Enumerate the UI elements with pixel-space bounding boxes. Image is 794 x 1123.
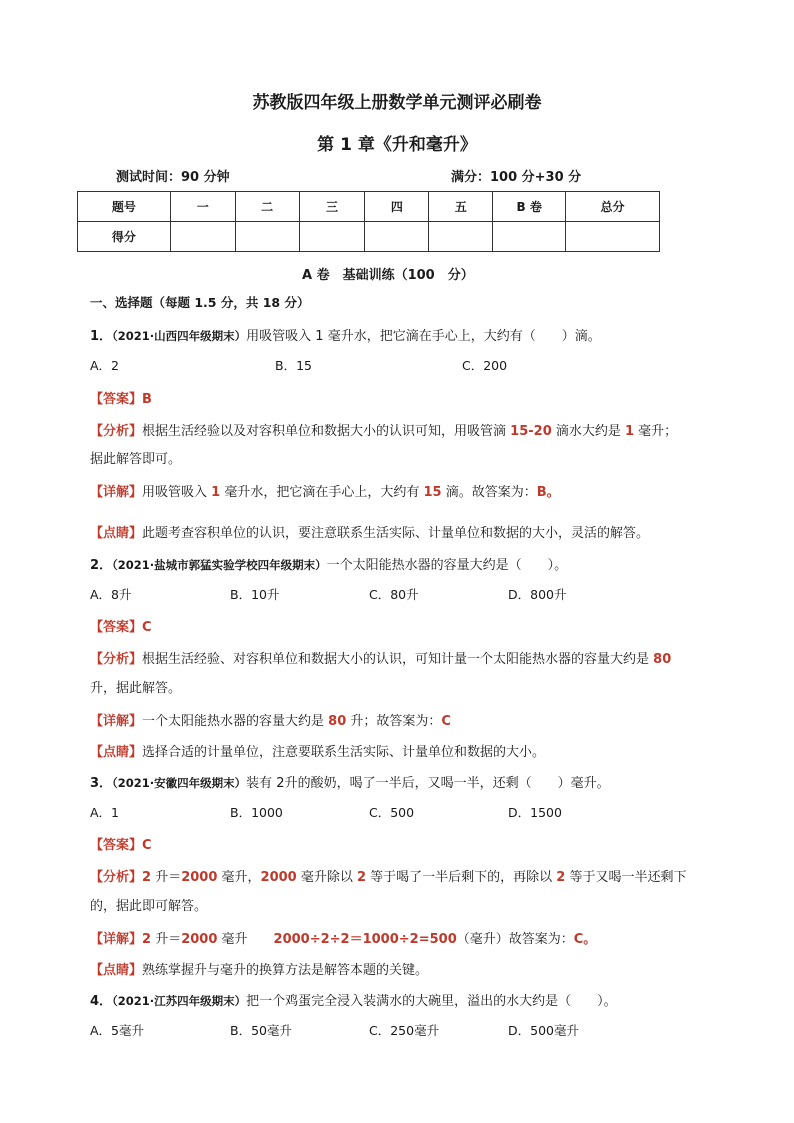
answer-value: C <box>142 620 152 635</box>
analysis-num: 1 <box>625 424 635 439</box>
question-1 <box>90 325 601 344</box>
table-header-cell: B 卷 <box>493 192 566 222</box>
table-row-label: 得分 <box>78 222 171 252</box>
analysis-line-2: 据此解答即可。 <box>90 452 182 467</box>
option-a: A．2 <box>90 358 120 373</box>
section-a-heading: A 卷 基础训练（100 分） <box>302 268 474 283</box>
analysis-line <box>90 866 686 885</box>
detail-num: 2 <box>142 932 152 947</box>
question-stem: 一个太阳能热水器的容量大约是（ ）。 <box>326 558 568 573</box>
option-c: C．80升 <box>369 587 419 602</box>
detail-formula: 2000÷2÷2＝1000÷2=500 <box>273 932 457 947</box>
answer-tag: 【答案】 <box>90 838 143 853</box>
analysis-text: 毫升， <box>217 870 261 885</box>
table-header-cell: 题号 <box>78 192 171 222</box>
answer-line <box>90 616 152 635</box>
analysis-num: 2 <box>356 870 367 885</box>
option-c: C．500 <box>369 805 415 820</box>
section-1-heading: 一、选择题（每题 1.5 分，共 18 分） <box>90 295 310 310</box>
comment-line <box>90 959 428 978</box>
analysis-text: 毫升除以 <box>296 870 357 885</box>
answer-value: C <box>142 838 152 853</box>
score-table <box>77 191 660 252</box>
analysis-text: 根据生活经验、对容积单位和数据大小的认识，可知计量一个太阳能热水器的容量大约是 <box>142 652 654 667</box>
detail-num: 80 <box>328 714 347 729</box>
question-3 <box>90 772 610 791</box>
test-time: 测试时间：90 分钟 <box>116 170 230 185</box>
analysis-text: 升＝ <box>151 870 182 885</box>
detail-num: 1 <box>211 485 221 500</box>
detail-tag: 【详解】 <box>90 932 143 947</box>
analysis-line-2: 升，据此解答。 <box>90 681 182 696</box>
answer-value: B <box>142 392 152 407</box>
analysis-num: 2000 <box>260 870 297 885</box>
detail-text: 毫升水，把它滴在手心上，大约有 <box>220 485 424 500</box>
analysis-text: 等于喝了一半后剩下的，再除以 <box>366 870 557 885</box>
comment-tag: 【点睛】 <box>90 526 143 541</box>
option-b: B．15 <box>275 358 312 373</box>
analysis-num: 2 <box>556 870 566 885</box>
score-cell <box>235 222 299 252</box>
analysis-text: 滴水大约是 <box>551 424 625 439</box>
detail-tag: 【详解】 <box>90 714 143 729</box>
detail-answer: B。 <box>536 485 560 500</box>
score-table-header-row <box>78 192 660 222</box>
question-number: 3． <box>90 776 113 791</box>
analysis-text: 根据生活经验以及对容积单位和数据大小的认识可知，用吸管滴 <box>142 424 511 439</box>
option-a: A．8升 <box>90 587 132 602</box>
detail-num: 15 <box>423 485 442 500</box>
page-subtitle: 第 1 章《升和毫升》 <box>317 135 477 155</box>
full-score: 满分：100 分+30 分 <box>451 170 582 185</box>
detail-text: 滴。故答案为： <box>441 485 537 500</box>
detail-answer: C <box>441 714 451 729</box>
page-title: 苏教版四年级上册数学单元测评必刷卷 <box>252 93 542 113</box>
question-number: 4． <box>90 994 113 1009</box>
analysis-num: 80 <box>653 652 672 667</box>
answer-line <box>90 388 152 407</box>
score-cell <box>170 222 235 252</box>
detail-answer: C。 <box>573 932 597 947</box>
question-number: 1． <box>90 329 113 344</box>
option-b: B．1000 <box>230 805 283 820</box>
option-b: B．50毫升 <box>230 1023 292 1038</box>
question-2 <box>90 554 567 573</box>
table-header-cell: 三 <box>299 192 365 222</box>
detail-line <box>90 928 596 947</box>
analysis-num: 2 <box>142 870 152 885</box>
comment-text: 熟练掌握升与毫升的换算方法是解答本题的关键。 <box>142 963 429 978</box>
table-header-cell: 一 <box>170 192 235 222</box>
question-stem: 装有 2升的酸奶，喝了一半后，又喝一半，还剩（ ）毫升。 <box>246 776 610 791</box>
question-source: （2021·山西四年级期末） <box>112 329 247 343</box>
option-b: B．10升 <box>230 587 280 602</box>
comment-tag: 【点睛】 <box>90 963 143 978</box>
detail-text: 一个太阳能热水器的容量大约是 <box>142 714 329 729</box>
answer-tag: 【答案】 <box>90 620 143 635</box>
score-cell <box>429 222 493 252</box>
question-stem: 用吸管吸入 1 毫升水，把它滴在手心上，大约有（ ）滴。 <box>246 329 601 344</box>
question-number: 2． <box>90 558 113 573</box>
detail-line <box>90 710 451 729</box>
score-cell <box>365 222 429 252</box>
option-a: A．1 <box>90 805 120 820</box>
table-header-cell: 四 <box>365 192 429 222</box>
table-header-cell: 二 <box>235 192 299 222</box>
table-header-cell: 总分 <box>566 192 660 222</box>
analysis-num: 2000 <box>181 870 218 885</box>
comment-line <box>90 741 545 760</box>
score-cell <box>566 222 660 252</box>
detail-text: 升＝ <box>151 932 182 947</box>
analysis-tag: 【分析】 <box>90 652 143 667</box>
detail-tag: 【详解】 <box>90 485 143 500</box>
analysis-num: 15-20 <box>510 424 552 439</box>
detail-line <box>90 481 560 500</box>
analysis-tag: 【分析】 <box>90 424 143 439</box>
score-table-row <box>78 222 660 252</box>
detail-text: （毫升）故答案为： <box>456 932 574 947</box>
option-c: C．250毫升 <box>369 1023 440 1038</box>
answer-line <box>90 834 152 853</box>
score-cell <box>299 222 365 252</box>
comment-text: 此题考查容积单位的认识，要注意联系生活实际、计量单位和数据的大小，灵活的解答。 <box>142 526 650 541</box>
question-4 <box>90 990 617 1009</box>
option-a: A．5毫升 <box>90 1023 145 1038</box>
comment-tag: 【点睛】 <box>90 745 143 760</box>
answer-tag: 【答案】 <box>90 392 143 407</box>
table-header-cell: 五 <box>429 192 493 222</box>
option-d: D．800升 <box>508 587 567 602</box>
analysis-tag: 【分析】 <box>90 870 143 885</box>
comment-line <box>90 522 649 541</box>
option-c: C．200 <box>462 358 508 373</box>
option-d: D．1500 <box>508 805 562 820</box>
analysis-text: 毫升； <box>634 424 678 439</box>
question-stem: 把一个鸡蛋完全浸入装满水的大碗里，溢出的水大约是（ ）。 <box>246 994 617 1009</box>
analysis-line-2: 的，据此即可解答。 <box>90 899 208 914</box>
analysis-line <box>90 648 671 667</box>
detail-text: 毫升 <box>217 932 274 947</box>
option-d: D．500毫升 <box>508 1023 579 1038</box>
analysis-line <box>90 420 677 439</box>
question-source: （2021·盐城市郭猛实验学校四年级期末） <box>112 558 327 572</box>
analysis-text: 等于又喝一半还剩下 <box>565 870 687 885</box>
score-cell <box>493 222 566 252</box>
detail-num: 2000 <box>181 932 218 947</box>
detail-text: 用吸管吸入 <box>142 485 212 500</box>
question-source: （2021·江苏四年级期末） <box>112 994 247 1008</box>
detail-text: 升；故答案为： <box>346 714 442 729</box>
comment-text: 选择合适的计量单位，注意要联系生活实际、计量单位和数据的大小。 <box>142 745 546 760</box>
question-source: （2021·安徽四年级期末） <box>112 776 247 790</box>
